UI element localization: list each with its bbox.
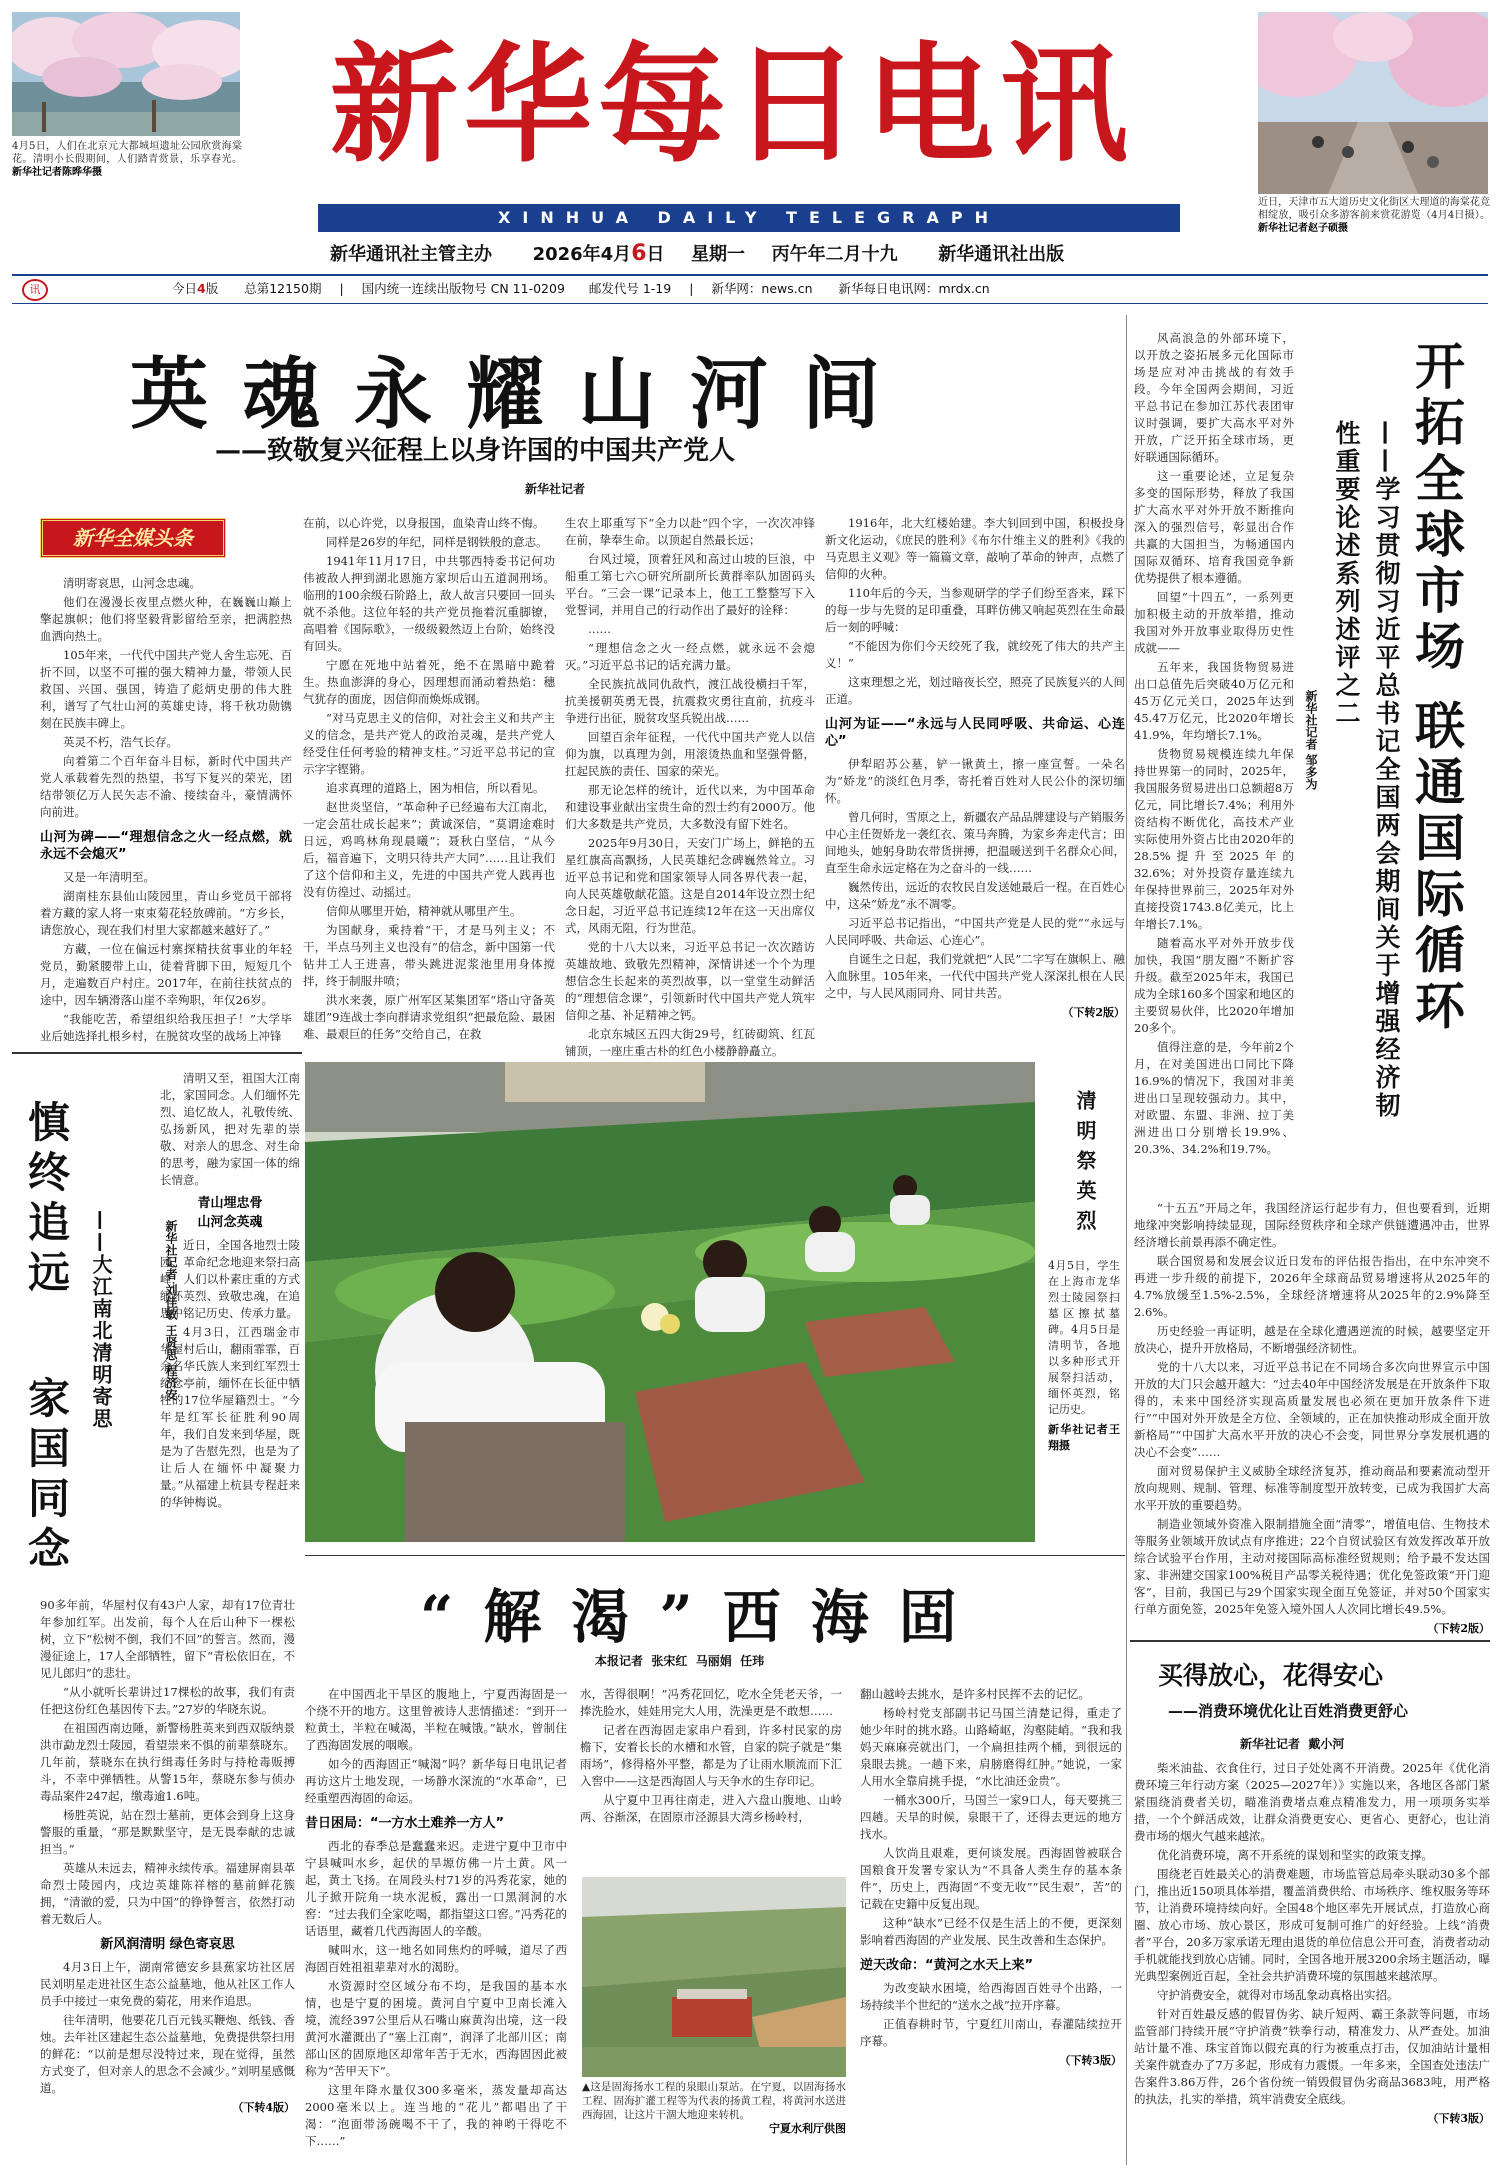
masthead-english-band: [318, 204, 1180, 232]
lead-badge: [40, 518, 226, 558]
consumer-body: 柴米油盐、衣食住行，过日子处处离不开消费。2025年《优化消费环境三年行动方案（2025—2027年）》实施以来，各地区各部门紧紧围绕消费者关切，瞄准消费堵点难点精准发力，用一项项务实举措，一个个鲜活成效，让群众消费更安心、更省心、更舒心，也让消费市场的烟火气越来越浓。 优化消费环境，离不开系统的谋划和坚实的政策支撑。 围绕老百姓最关心的消费难题，市场监管总局牵头联动30多个部门，推出近150项具体举措，覆盖消费供给、市场秩序、维权服务等环节，让消费环境持续向好。全国48个地区率先开展试点，打造放心商圈、放心市场、放心景区，形成可复制可推广的好经验。上线“消费者”平台，20多万家承诺无理由退货的单位信息公开可查，消费者动动手机就能找到放心店铺。同时，全国各地开展3200余场主题活动，曝光典型案例近百起，全社会共护消费环境的氛围越来越浓厚。 守护消费安全，就得对市场乱象动真格出实招。 针对百姓最反感的假冒伪劣、缺斤短两、霸王条款等问题，市场监管部门持续开展“守护消费”铁拳行动，精准发力、从严查处。加油站计量不准、珠宝首饰以假充真的行为被重点打击，仅加油站计量相关案件就查办了7万多起，形成有力震慑。一年多来，全国查处违法广告案件3.86万件，26个省份统一销毁假冒伪劣商品3683吨，用严格的执法，扎实的举措，筑牢消费安全底线。 （下转3版）: [1134, 1761, 1490, 2125]
masthead-left-caption: 4月5日，人们在北京元大都城垣遗址公园欣赏海棠花。清明小长假期间，人们踏青赏景，乐享春光。 新华社记者陈晔华摄: [12, 141, 242, 178]
info-bar: 讯 今日4版 总第12150期 | 国内统一连续出版物号 CN 11-0209 邮发代号 1-19 | 新华网：news.cn 新华每日电讯网：mrdx.cn: [12, 274, 1488, 304]
photo-caption: 4月5日，学生在上海市龙华烈士陵园祭扫墓区擦拭墓碑。4月5日是清明节，各地以多种形式开展祭扫活动，缅怀英烈，铭记历史。 新华社记者王翔摄: [1048, 1259, 1120, 1452]
photo-credit: 新华社记者王翔摄: [1048, 1423, 1120, 1452]
masthead-left-photo: [12, 12, 240, 136]
xihaigu-col3: 翻山越岭去挑水，是许多村民挥不去的记忆。 杨岭村党支部副书记马国兰清楚记得，重走了她少年时的挑水路。山路崎岖，沟壑陡峭。“我和我妈天麻麻亮就出门，一个扁担挂两个桶，到很远的泉眼去挑。一趟下来，肩膀磨得红肿。”她说，一家人用水全靠肩挑手提，“水比油还金贵”。 一桶水300斤，马国兰一家9口人，每天要挑三四趟。天旱的时候，泉眼干了，还得去更远的地方找水。 人饮尚且艰难，更何谈发展。西海固曾被联合国粮食开发署专家认为“不具备人类生存的基本条件”，历史上，西海固“不变无收”“民生艰”，苦”的记载在史籍中反复出现。 这种“缺水”已经不仅是生活上的不便，更深刻影响着西海固的产业发展、民生改善和生态保护。 逆天改命：“黄河之水天上来” 为改变缺水困境，给西海固百姓寻个出路，一场持续半个世纪的“送水之战”拉开序幕。 正值春耕时节，宁夏红川南山，春灌陆续拉开序幕。 （下转3版）: [860, 1687, 1122, 2067]
side-body: 90多年前，华屋村仅有43户人家，却有17位青壮年参加红军。出发前，每个人在后山种下一棵松树，立下“松树不倒，我们不回”的誓言。然而，漫漫征途上，17人全部牺牲，留下“青松依旧在，不见儿郎归”的悲壮。 “从小就听长辈讲过17棵松的故事，我们有责任把这份红色基因传下去。”27岁的华晓东说。 在祖国西南边陲，新警杨胜英来到西双版纳景洪市勐龙烈士陵园，看望崇来不惧的前辈蔡晓东。几年前，蔡晓东在执行缉毒任务时与持枪毒贩搏斗，不幸中弹牺牲。从警15年，蔡晓东参与侦办毒品案件247起，缴毒逾1.6吨。 杨胜英说，站在烈士墓前，更体会到身上这身警服的重量，“那是默默坚守，是无畏奉献的忠诚担当。” 英雄从未远去，精神永续传承。福建屏南县革命烈士陵园内，戌边英雄陈祥榕的墓前鲜花簇拥，“清澈的爱，只为中国”的铮铮誓言，依然打动着无数后人。 新风润清明 绿色寄哀思 4月3日上午，湖南常德安乡县蕉家坊社区居民刘明星走进社区生态公益墓地，他从社区工作人员手中接过一束免费的菊花，用来作追思。 往年清明，他要花几百元钱买鞭炮、纸钱、香烛。去年社区建起生态公益墓地，免费提供祭扫用的鲜花：“以前是想尽没特过来，现在觉得，虽然方式变了，但对亲人的思念不会减少。”刘明星感慨道。 （下转4版）: [40, 1598, 295, 2114]
right-byline: 新华社记者 邹多为: [1304, 690, 1318, 791]
rule-right-mid: [1130, 1640, 1490, 1642]
issue-day: 6: [631, 241, 647, 266]
lead-title: 英魂永耀山河间: [130, 349, 915, 440]
consumer-title: 买得放心，花得安心: [1158, 1661, 1384, 1690]
masthead-english-title: XINHUA DAILY TELEGRAPH: [498, 208, 1000, 227]
info-post: 邮发代号 1-19: [588, 281, 672, 296]
lead-subhead-2: 山河为证——“永远与人民同呼吸、共命运、心连心”: [825, 717, 1125, 749]
rule-right-col: [1126, 315, 1127, 2165]
lead-subhead-1: 山河为碑——“理想信念之火一经点燃，就永远不会熄灭”: [40, 830, 292, 862]
info-issue: 总第12150期: [244, 281, 322, 296]
xihaigu-col2: 水，苦得很啊！”冯秀花回忆，吃水全凭老天爷，一捧洗脸水，娃娃用完大人用，洗澡更是不敢想…… 记者在西海固走家串户看到，许多村民家的房檐下，安着长长的水槽和水管，自家的院子就是“集雨场”，修得格外平整，都是为了让雨水顺流而下汇入窖中——这是西海固人与天争水的生存印记。 从宁夏中卫再往南走，进入六盘山腹地、山岭两、谷渐深，在固原市泾源县大湾乡杨岭村，: [580, 1687, 842, 1824]
lunar-date: 丙午年二月十九: [771, 244, 898, 265]
right-subtitle: ——学习贯彻习近平总书记全国两会期间关于增强经济韧性重要论述系列述评之二: [1332, 420, 1401, 1120]
rule-lead-bottom: [12, 1052, 302, 1054]
info-cn: 国内统一连续出版物号 CN 11-0209: [361, 281, 565, 296]
lead-badge-text: 新华全媒头条: [73, 526, 193, 550]
masthead-title: [330, 20, 1180, 200]
masthead-right-photo: [1258, 12, 1488, 194]
lead-continued[interactable]: （下转2版）: [1062, 1006, 1125, 1019]
side-subhead-2: 新风润清明 绿色寄哀思: [100, 1937, 235, 1952]
side-title-1: 慎终追远: [22, 1100, 71, 1300]
right-title: 开拓全球市场 联通国际循环: [1407, 340, 1466, 1036]
right-body-top: 风高浪急的外部环境下，以开放之姿拓展多元化国际市场是应对冲击挑战的有效手段。今年全国两会期间，习近平总书记在参加江苏代表团审议时强调，要扩大高水平对外开放，广泛开拓全球市场，更好联通国际循环。 这一重要论述，立足复杂多变的国际形势，释放了我国扩大高水平对外开放不断推向深入的强烈信号，彰显出合作共赢的大国担当，为畅通国内国际双循环、培育我国竞争新优势提供了根本遵循。 回望“十四五”，一系列更加积极主动的开放举措，推动我国对外开放事业取得历史性成就—— 五年来，我国货物贸易进出口总值先后突破40万亿元和45万亿元关口，2025年达到45.47万亿元，比2020年增长41.9%，年均增长7.1%。 货物贸易规模连续九年保持世界第一的同时，2025年，我国服务贸易进出口总额超8万亿元，同比增长7.4%；利用外资结构不断优化，高技术产业实际使用外资占比由2020年的28.5%提升至2025年的32.6%；对外投资存量连续九年保持世界前三，2025年对外直接投资1743.8亿美元，比上年增长7.1%。 随着高水平对外开放步伐加快，我国“朋友圈”不断扩容升级。截至2025年末，我国已成为全球160多个国家和地区的主要贸易伙伴，比2020年增加20多个。 值得注意的是，今年前2个月，在对美国进出口同比下降16.9%的情况下，我国对非美进出口呈现较强动力。其中，对欧盟、东盟、非洲、拉丁美洲进出口分别增长19.9%、20.3%、34.2%和19.7%。: [1134, 331, 1294, 1156]
side-bylines: 新华社记者 刘佳敏 王贤思 程济安: [164, 1220, 178, 1401]
lead-col2: 在前，以心许党，以身报国，血染青山终不悔。 同样是26岁的年纪，同样是钢铁般的意志。 1941年11月17日，中共鄂西特委书记何功伟被敌人押到湖北恩施方家坝后山五道洞刑场。临刑的100余级石阶路上，敌人故言只要回一回头就不杀他。这位年轻的共产党员拖着沉重脚镣，高唱着《国际歌》，一级级毅然迈上台阶，始终没有回头。 宁愿在死地中站着死，绝不在黑暗中跪着生。热血澎湃的身心，因理想而涌动着热焰：穗气犹存的面庞，因信仰而焕烁成钢。 “对马克思主义的信仰，对社会主义和共产主义的信念，是共产党人的政治灵魂，是共产党人经受住任何考验的精神支柱。”习近平总书记的宣示字字铿锵。 追求真理的道路上，困为相信，所以看见。 赵世炎坚信，“革命种子已经遍布大江南北，一定会茁壮成长起来”；黄诚深信，“莫谓途难时日远，鸡鸣林角现晨曦”；聂秋白坚信，“从今后，福音遍下，文明只待共产大同”……且让我们了这个信仰和主义，先进的中国共产党人践再也没有仿徨过、动摇过。 信仰从哪里开始，精神就从哪里产生。 为国献身，乘持着“干，才是马列主义；不干，半点马列主义也没有”的信念，新中国第一代钻井工人王进喜，带头跳进泥浆池里用身体搅拌，终于制服井喷； 洪水来袭，原广州军区某集团军“塔山守备英雄团”9连战士李向群请求党组织“把最危险、最困难、最艰巨的任务”交给自己，在救: [303, 516, 555, 1041]
lead-col3: 生农上耶重写下“全力以赴”四个字，一次次冲锋在前，挚奉生命。以顶起自然最长远； 台风过境，顶着狂风和高过山坡的巨浪，中船重工第七六○研究所副所长黄群率队加固码头平台。“三会一课”记录本上，他工工整整写下入党誓词，并用自己的行动作出了最好的诠释： …… “理想信念之火一经点燃，就永远不会熄灭。”习近平总书记的话充满力量。 全民族抗战同仇敌忾，渡江战役横扫千军，抗美援朝英勇无畏，抗震救灾勇往直前，抗疫斗争进行出征，脱贫攻坚兵锐出战…… 回望百余年征程，一代代中国共产党人以信仰为旗，以真理为剑，用滚烫热血和坚强骨骼，扛起民族的责任、国家的荣光。 那无论怎样的统计，近代以来，为中国革命和建设事业献出宝贵生命的烈士约有2000万。他们大多数是共产党员，大多数没有留下姓名。 2025年9月30日，天安门广场上，鲜艳的五星红旗高高飘扬，人民英雄纪念碑巍然耸立。习近平总书记和党和国家领导人同各界代表一起，向人民英雄敬献花篮。这是自2014年设立烈士纪念日起，习近平总书记连续12年在这一天出席仪式，风雨无阻，行为世范。 党的十八大以来，习近平总书记一次次踏访英雄故地、致敬先烈精神，深情讲述一个个为理想信念生长起来的英烈故事，以一堂堂生动鲜活的“理想信念课”，引领新时代中国共产党人筑牢信仰之基、补足精神之钙。 北京东城区五四大街29号，红砖砌筑、红瓦铺顶，一座庄重古朴的红色小楼静静矗立。: [565, 516, 815, 1058]
side-continued[interactable]: （下转4版）: [232, 2101, 295, 2114]
xihaigu-subhead-2: 逆天改命：“黄河之水天上来”: [860, 1958, 1034, 1973]
lead-col1-section: 又是一年清明至。 湖南桂东县仙山陵园里，青山乡党员干部将着方藏的家人将一束束菊花轻放碑前。“方乡长，请您放心，现在我们村里大家都越来越好了。” 方藏，一位在偏远村寨探精扶贫事业的年轻党员，勤紧腰带上山，徒着背脚下田，短短几个月，走遍数百户村庄。2017年，在前往扶贫点的途中，因车辆滑落山崖不幸殉职，年仅26岁。 “我能吃苦，希望组织给我压担子！”大学毕业后她选择扎根乡村，在脱贫攻坚的战场上冲锋: [40, 870, 292, 1043]
masthead-title-text: 新华每日电讯: [330, 30, 1135, 180]
lead-byline: 新华社记者: [525, 482, 586, 496]
xihaigu-photo-caption: ▲这是固海扬水工程的泉眼山泵站。在宁夏，以固海扬水工程、固海扩灌工程等为代表的扬黄工程，将黄河水送进西海固，让这片干涸大地迎来转机。 宁夏水利厅供图: [582, 2081, 846, 2135]
issue-date-suffix: 日: [646, 244, 665, 265]
xihaigu-title: “解渴”西海固: [420, 1583, 987, 1651]
info-site[interactable]: 新华每日电讯网：mrdx.cn: [838, 281, 990, 296]
rule-photo-bottom: [305, 1555, 1125, 1556]
lead-subtitle: ——致敬复兴征程上以身许国的中国共产党人: [215, 436, 736, 466]
masthead-right-caption: 近日，天津市五大道历史文化街区大理道的海棠花竞相绽放，吸引众多游客前来赏花游览（4月4日摄）。 新华社记者赵子硕摄: [1258, 197, 1490, 234]
photo-caption-title: 清明祭英烈: [1073, 1090, 1097, 1240]
side-title-2: 家国同念: [22, 1376, 71, 1576]
xihaigu-subhead-1: 昔日困局：“一方水土难养一方人”: [305, 1816, 505, 1831]
side-subtitle: ——大江南北清明寄思: [89, 1210, 113, 1430]
info-web[interactable]: 新华网：news.cn: [711, 281, 813, 296]
side-intro: 清明又至，祖国大江南北，家国同念。人们缅怀先烈、追忆故人，礼敬传统、弘扬新风，把对先辈的崇敬、对亲人的思念、对生命的思考，融为家国一体的绵长情意。 青山埋忠骨 山河念英魂 近日，全国各地烈士陵园、革命纪念地迎来祭扫高峰，人们以朴素庄重的方式缅怀英烈、致敬忠魂，在追思中铭记历史、传承力量。 4月3日，江西瑞金市华屋村后山，翻雨霏霏，百余名华氏族人来到红军烈士纪念亭前，缅怀在长征中牺牲的17位华屋籍烈士。“今年是红军长征胜利90周年，我们自发来到华屋，既是为了告慰先烈，也是为了让后人在缅怀中凝聚力量。”从福建上杭县专程赶来的华钟梅说。: [160, 1071, 300, 1509]
publisher-right: 新华通讯社出版: [938, 244, 1065, 265]
side-subhead-1b: 山河念英魂: [197, 1215, 263, 1230]
xihaigu-photo: [582, 1877, 846, 2077]
xihaigu-photo-credit: 宁夏水利厅供图: [769, 2122, 846, 2135]
publisher-left: 新华通讯社主管主办: [330, 244, 492, 265]
right-continued[interactable]: （下转2版）: [1427, 1622, 1490, 1635]
xihaigu-continued[interactable]: （下转3版）: [1059, 2054, 1122, 2067]
consumer-subtitle: ——消费环境优化让百姓消费更舒心: [1168, 1702, 1409, 1720]
xihaigu-byline: 本报记者 张宋红 马丽娟 任玮: [595, 1654, 765, 1668]
consumer-byline: 新华社记者 戴小河: [1240, 1737, 1345, 1751]
info-pages: 今日4版: [171, 281, 219, 296]
xinhua-logo-icon: 讯: [22, 279, 48, 301]
lead-col4: 1916年，北大红楼始建。李大钊回到中国，积极投身新文化运动，《庶民的胜利》《布尔什维主义的胜利》《我的马克思主义观》等一篇篇文章，敲响了革命的钟声，点燃了信仰的火种。 110年后的今天，当参观研学的学子们纷至沓来，踩下的每一步与先贤的足印重叠，耳畔仿佛又响起英烈在生命最后一刻的呼喊： “不能因为你们今天绞死了我，就绞死了伟大的共产主义！” 这束理想之光，划过暗夜长空，照亮了民族复兴的人间正道。 山河为证——“永远与人民同呼吸、共命运、心连心” 伊犁昭苏公墓，铲一锹黄土，擦一座宣誓。一朵名为“娇龙”的淡红色月季，寄托着百姓对人民公仆的深切缅怀。 曾几何时，雪原之上，新疆农产品品牌建设与产销服务中心主任贺娇龙一袭红衣、策马奔腾，为家乡奔走代言；田间地头，她躬身助农带货拼搏，把温暖送到千名群众心间，直至生命永远定格在为之奋斗的一线…… 巍然传出，远近的农牧民自发送她最后一程。在百姓心中，这朵“娇龙”永不凋零。 习近平总书记指出，“中国共产党是人民的党”“永远与人民同呼吸、共命运、心连心”。 自诞生之日起，我们党就把“人民”二字写在旗帜上、融入血脉里。105年来，一代代中国共产党人深深扎根在人民之中，与人民风雨同舟、同甘共苦。 （下转2版）: [825, 516, 1125, 1019]
weekday: 星期一: [691, 244, 746, 265]
issue-date: 2026年4月: [532, 244, 632, 265]
xihaigu-col1: 在中国西北干旱区的腹地上，宁夏西海固是一个绕不开的地方。这里曾被诗人悲情描述：“到开一粒黄土，半粒在喊渴，半粒在喊饿。”缺水，曾制住了西海固发展的咽喉。 如今的西海固正“喊渴”吗？新华每日电讯记者再访这片土地发现，一场静水深流的“水革命”，已经重塑西海固的命运。 昔日困局：“一方水土难养一方人” 西北的春季总是蠢蠢来迟。走进宁夏中卫市中宁县喊叫水乡，起伏的旱塬仿佛一片土黄。风一起，黄土飞扬。在周段头村71岁的冯秀花家，她的儿子掀开院角一块水泥板，露出一口黑洞洞的水窖：“过去我们全家吃喝，都指望这口窖。”冯秀花的话语里，藏着几代西海固人的辛酸。 喊叫水，这一地名如同焦灼的呼喊，道尽了西海固百姓祖祖辈辈对水的渴盼。 水资源时空区域分布不均，是我国的基本水情，也是宁夏的困境。黄河自宁夏中卫南长滩入境，流经397公里后从石嘴山麻黄沟出境，这一段黄河水灌溉出了“塞上江南”，润泽了北部川区；南部山区的固原地区却常年苦于无水，西海固因此被称为“苦甲天下”。 这里年降水量仅300多毫米，蒸发量却高达2000毫米以上。连当地的“花儿”都唱出了干渴：“泡面带汤碗喝不干了，我的神哟干得吃不下……”: [305, 1687, 567, 2148]
right-body-bottom: “十五五”开局之年，我国经济运行起步有力，但也要看到，近期地缘冲突影响持续显现，国际经贸秩序和全球产供链遭遇冲击，世界经济增长前景再添不确定性。 联合国贸易和发展会议近日发布的评估报告指出，在中东冲突不再进一步升级的前提下，2026年全球商品贸易增速将从2025年的4.7%放缓至1.5%-2.5%，全球经济增速将从2025年的2.9%降至2.6%。 历史经验一再证明，越是在全球化遭遇逆流的时候，越要坚定开放决心，提升开放格局，不断增强经济韧性。 党的十八大以来，习近平总书记在不同场合多次向世界宣示中国开放的大门只会越开越大：“过去40年中国经济发展是在开放条件下取得的，未来中国经济实现高质量发展也必须在更加开放条件下进行”“中国对外开放是全方位、全领域的，正在加快推动形成全面开放新格局”“中国扩大高水平开放的决心不会变，同世界分享发展机遇的决心不会变”…… 面对贸易保护主义威胁全球经济复苏，推动商品和要素流动型开放向规则、规制、管理、标准等制度型开放转变，已成为我国扩大高水平开放的重要趋势。 制造业领域外资准入限制措施全面“清零”，增值电信、生物技术等服务业领域开放试点有序推进；22个自贸试验区有效发挥改革开放综合试验平台作用，主动对接国际高标准经贸规则；给予最不发达国家、非洲建交国家100%税目产品零关税待遇；优化免签政策“开门迎客”，目前，我国已与29个国家实现全面互免签证，并对50个国家实行单方面免签，2025年免签入境外国人人次同比增长49.5%。 （下转2版）: [1134, 1201, 1490, 1635]
lead-col1-intro: 清明寄哀思，山河念忠魂。 他们在漫漫长夜里点燃火种，在巍巍山巅上擎起旗帜；他们将坚毅背影留给至亲，把满腔热血洒向热土。 105年来，一代代中国共产党人舍生忘死、百折不回，以坚不可摧的强大精神力量，带领人民救国、兴国、强国，铸造了彪炳史册的伟大胜利，谱写了气壮山河的英雄史诗，将千秋功勋镌刻在民族丰碑上。 英灵不朽，浩气长存。 向着第二个百年奋斗目标，新时代中国共产党人承载着先烈的热望，书写下复兴的荣光，团结带领亿万人民矢志不渝、接续奋斗，豪情满怀向前进。: [40, 576, 292, 819]
consumer-continued[interactable]: （下转3版）: [1427, 2112, 1490, 2125]
main-photo: [305, 1062, 1035, 1542]
lead-col1: [40, 575, 292, 1047]
side-subhead-1: 青山埋忠骨: [197, 1196, 263, 1211]
masthead-dateline: [330, 240, 1230, 266]
